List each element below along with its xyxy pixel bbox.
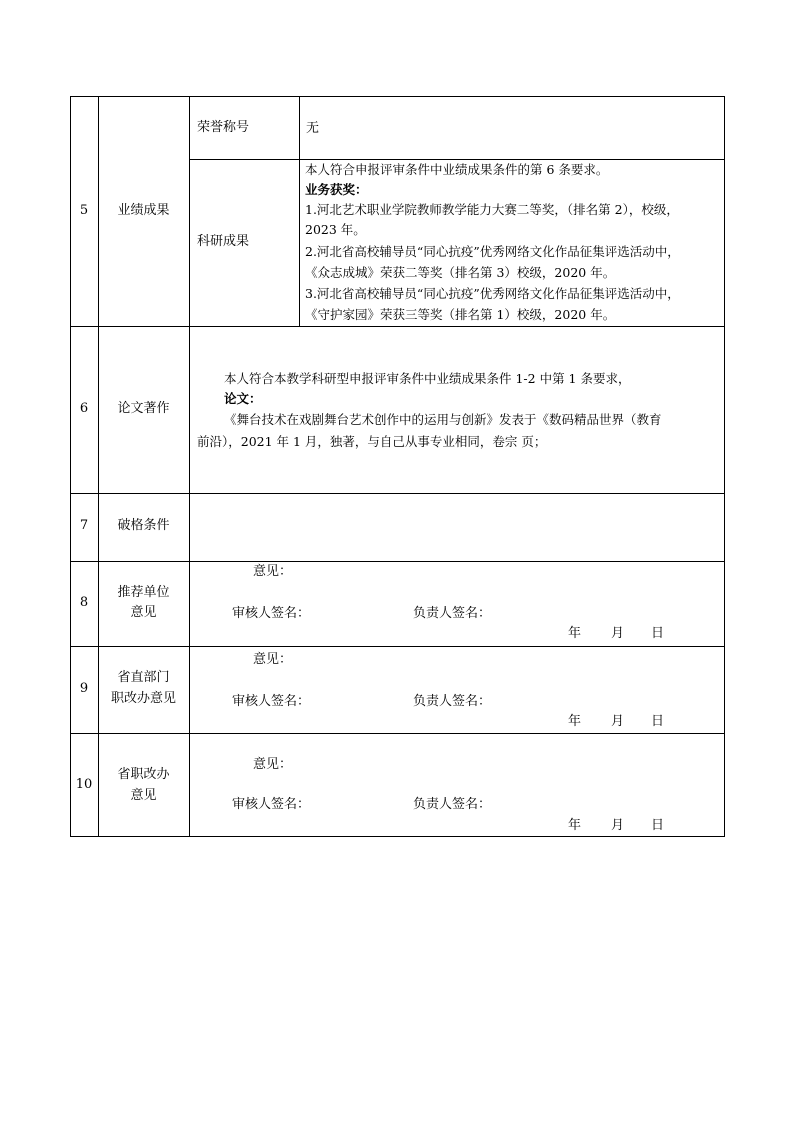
row-label: 职改办意见 — [110, 691, 176, 706]
date-day: 日 — [651, 714, 665, 729]
paper-line: 本人符合本教学科研型申报评审条件中业绩成果条件 1-2 中第 1 条要求， — [224, 371, 631, 386]
date-year: 年 — [568, 818, 582, 833]
paper-line: 前沿），2021 年 1 月，独著，与自己从事专业相同，卷宗 页； — [197, 434, 547, 449]
date-year: 年 — [568, 626, 582, 641]
row-number: 10 — [75, 777, 93, 792]
row-number: 9 — [79, 681, 89, 696]
date-month: 月 — [611, 818, 625, 833]
leader-signature-label: 负责人签名： — [413, 797, 492, 812]
row-number: 8 — [79, 595, 89, 610]
row-label: 业绩成果 — [117, 203, 170, 218]
paper-line: 论文： — [224, 391, 262, 406]
row-number: 5 — [79, 203, 89, 218]
research-line: 2.河北省高校辅导员“同心抗疫”优秀网络文化作品征集评选活动中， — [305, 244, 680, 259]
opinion-label: 意见： — [253, 564, 293, 579]
research-line: 2023 年。 — [305, 222, 366, 237]
row-label: 意见 — [130, 605, 157, 620]
research-line: 1.河北艺术职业学院教师教学能力大赛二等奖，（排名第 2），校级， — [305, 202, 679, 217]
opinion-label: 意见： — [253, 652, 293, 667]
row-label: 省直部门 — [117, 670, 170, 685]
research-line: 3.河北省高校辅导员“同心抗疫”优秀网络文化作品征集评选活动中， — [305, 286, 680, 301]
date-month: 月 — [611, 714, 625, 729]
leader-signature-label: 负责人签名： — [413, 606, 492, 621]
honor-label: 荣誉称号 — [197, 120, 250, 135]
date-day: 日 — [651, 818, 665, 833]
reviewer-signature-label: 审核人签名： — [232, 606, 311, 621]
row-label: 省职改办 — [117, 767, 170, 782]
date-year: 年 — [568, 714, 582, 729]
row-label: 破格条件 — [117, 518, 170, 533]
research-line: 业务获奖： — [305, 182, 368, 197]
leader-signature-label: 负责人签名： — [413, 694, 492, 709]
research-line: 《众志成城》荣获二等奖（排名第 3）校级，2020 年。 — [305, 265, 616, 280]
row-number: 7 — [79, 518, 89, 533]
research-label: 科研成果 — [197, 234, 250, 249]
research-line: 本人符合申报评审条件中业绩成果条件的第 6 条要求。 — [305, 162, 609, 177]
row-label: 意见 — [130, 788, 157, 803]
reviewer-signature-label: 审核人签名： — [232, 797, 311, 812]
paper-line: 《舞台技术在戏剧舞台艺术创作中的运用与创新》发表于《数码精品世界（教育 — [224, 412, 662, 427]
date-month: 月 — [611, 626, 625, 641]
opinion-label: 意见： — [253, 757, 293, 772]
reviewer-signature-label: 审核人签名： — [232, 694, 311, 709]
row-label: 论文著作 — [117, 401, 170, 416]
row-number: 6 — [79, 401, 89, 416]
honor-value: 无 — [306, 121, 320, 136]
row-label: 推荐单位 — [117, 585, 170, 600]
date-day: 日 — [651, 626, 665, 641]
research-line: 《守护家园》荣获三等奖（排名第 1）校级，2020 年。 — [305, 307, 616, 322]
